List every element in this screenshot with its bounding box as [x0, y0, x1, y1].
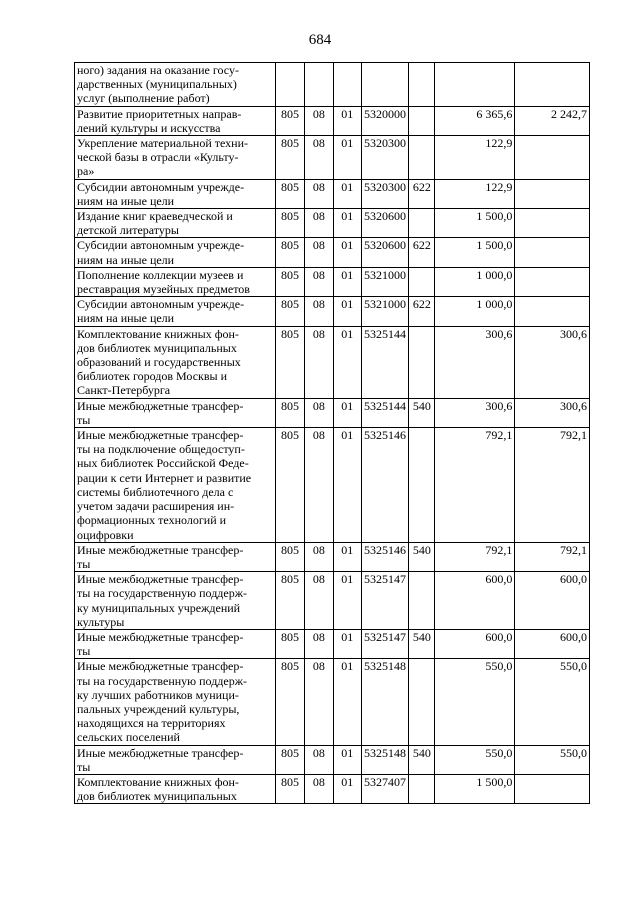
table-row — [75, 542, 590, 571]
target-item-code: 5321000 — [361, 297, 408, 326]
expense-type-code: 540 — [409, 745, 435, 774]
row-name: Иные межбюджетные трансфер- ты — [75, 398, 276, 427]
row-name: Пополнение коллекции музеев и реставрация музейных предметов — [75, 267, 276, 296]
amount-total: 6 365,6 — [435, 106, 515, 135]
amount-federal — [515, 297, 590, 326]
table-row — [75, 659, 590, 745]
expense-type-code — [409, 106, 435, 135]
row-name: Комплектование книжных фон- дов библиотек муниципальных образований и государственных библиотек городов Москвы и Санкт-Петербурга — [75, 326, 276, 398]
amount-total: 600,0 — [435, 572, 515, 630]
budget-table-body — [75, 63, 590, 804]
amount-federal: 300,6 — [515, 398, 590, 427]
target-item-code: 5325148 — [361, 745, 408, 774]
target-item-code: 5325148 — [361, 659, 408, 745]
row-name: Субсидии автономным учрежде- ниям на иные цели — [75, 297, 276, 326]
section-code: 08 — [305, 326, 333, 398]
amount-federal: 550,0 — [515, 745, 590, 774]
row-name: Иные межбюджетные трансфер- ты на подключение общедоступ- ных библиотек Российской Феде- рации к сети Интернет и развитие системы библиотечного дела с учетом задачи расширения ин- формационных технологий и оцифровки — [75, 428, 276, 543]
row-name: Иные межбюджетные трансфер- ты — [75, 542, 276, 571]
subsection-code: 01 — [333, 572, 361, 630]
target-item-code: 5325147 — [361, 629, 408, 658]
target-item-code: 5325144 — [361, 398, 408, 427]
amount-federal: 550,0 — [515, 659, 590, 745]
section-code: 08 — [305, 745, 333, 774]
expense-type-code — [409, 659, 435, 745]
row-name: ного) задания на оказание госу- дарственных (муниципальных) услуг (выполнение работ) — [75, 63, 276, 107]
target-item-code: 5320600 — [361, 238, 408, 267]
department-code: 805 — [275, 136, 304, 180]
department-code: 805 — [275, 398, 304, 427]
department-code: 805 — [275, 106, 304, 135]
amount-total: 550,0 — [435, 659, 515, 745]
subsection-code: 01 — [333, 428, 361, 543]
expense-type-code — [409, 326, 435, 398]
section-code: 08 — [305, 774, 333, 803]
department-code: 805 — [275, 774, 304, 803]
expense-type-code — [409, 209, 435, 238]
amount-federal — [515, 774, 590, 803]
department-code: 805 — [275, 542, 304, 571]
table-row — [75, 629, 590, 658]
subsection-code: 01 — [333, 398, 361, 427]
table-row — [75, 106, 590, 135]
table-row — [75, 238, 590, 267]
amount-total: 1 000,0 — [435, 297, 515, 326]
department-code — [275, 63, 304, 107]
amount-federal — [515, 209, 590, 238]
amount-total: 792,1 — [435, 428, 515, 543]
amount-federal: 600,0 — [515, 629, 590, 658]
target-item-code: 5325144 — [361, 326, 408, 398]
amount-federal: 792,1 — [515, 542, 590, 571]
row-name: Иные межбюджетные трансфер- ты — [75, 629, 276, 658]
section-code: 08 — [305, 428, 333, 543]
expense-type-code — [409, 63, 435, 107]
target-item-code: 5327407 — [361, 774, 408, 803]
expense-type-code — [409, 267, 435, 296]
department-code: 805 — [275, 209, 304, 238]
amount-total: 1 500,0 — [435, 774, 515, 803]
amount-total — [435, 63, 515, 107]
target-item-code: 5325147 — [361, 572, 408, 630]
department-code: 805 — [275, 267, 304, 296]
section-code: 08 — [305, 572, 333, 630]
row-name: Иные межбюджетные трансфер- ты на государственную поддерж- ку лучших работников муници- пальных учреждений культуры, находящихся на территориях сельских поселений — [75, 659, 276, 745]
table-row — [75, 179, 590, 208]
row-name: Субсидии автономным учрежде- ниям на иные цели — [75, 238, 276, 267]
amount-total: 300,6 — [435, 326, 515, 398]
department-code: 805 — [275, 179, 304, 208]
subsection-code: 01 — [333, 629, 361, 658]
table-row — [75, 774, 590, 803]
expense-type-code — [409, 572, 435, 630]
expense-type-code: 540 — [409, 542, 435, 571]
section-code: 08 — [305, 542, 333, 571]
table-row — [75, 136, 590, 180]
expense-type-code — [409, 136, 435, 180]
amount-total: 122,9 — [435, 179, 515, 208]
target-item-code: 5325146 — [361, 428, 408, 543]
row-name: Развитие приоритетных направ- лений культуры и искусства — [75, 106, 276, 135]
section-code: 08 — [305, 209, 333, 238]
section-code: 08 — [305, 297, 333, 326]
row-name: Иные межбюджетные трансфер- ты на государственную поддерж- ку муниципальных учреждений культуры — [75, 572, 276, 630]
section-code: 08 — [305, 659, 333, 745]
amount-federal: 600,0 — [515, 572, 590, 630]
row-name: Издание книг краеведческой и детской литературы — [75, 209, 276, 238]
expense-type-code: 540 — [409, 629, 435, 658]
budget-table — [74, 62, 590, 804]
table-row — [75, 209, 590, 238]
target-item-code: 5321000 — [361, 267, 408, 296]
subsection-code: 01 — [333, 267, 361, 296]
expense-type-code: 540 — [409, 398, 435, 427]
row-name: Субсидии автономным учрежде- ниям на иные цели — [75, 179, 276, 208]
table-row — [75, 745, 590, 774]
subsection-code: 01 — [333, 136, 361, 180]
subsection-code: 01 — [333, 209, 361, 238]
table-row — [75, 326, 590, 398]
section-code: 08 — [305, 398, 333, 427]
target-item-code: 5320300 — [361, 136, 408, 180]
department-code: 805 — [275, 572, 304, 630]
amount-federal — [515, 238, 590, 267]
subsection-code: 01 — [333, 774, 361, 803]
amount-federal — [515, 179, 590, 208]
amount-total: 550,0 — [435, 745, 515, 774]
subsection-code: 01 — [333, 106, 361, 135]
department-code: 805 — [275, 629, 304, 658]
row-name: Укрепление материальной техни- ческой базы в отрасли «Культу- ра» — [75, 136, 276, 180]
expense-type-code: 622 — [409, 238, 435, 267]
amount-total: 300,6 — [435, 398, 515, 427]
subsection-code: 01 — [333, 659, 361, 745]
department-code: 805 — [275, 326, 304, 398]
target-item-code — [361, 63, 408, 107]
subsection-code: 01 — [333, 745, 361, 774]
amount-federal — [515, 136, 590, 180]
table-row — [75, 267, 590, 296]
amount-federal: 2 242,7 — [515, 106, 590, 135]
amount-federal — [515, 267, 590, 296]
expense-type-code — [409, 774, 435, 803]
amount-total: 1 500,0 — [435, 238, 515, 267]
subsection-code: 01 — [333, 238, 361, 267]
subsection-code: 01 — [333, 542, 361, 571]
section-code: 08 — [305, 238, 333, 267]
target-item-code: 5320000 — [361, 106, 408, 135]
subsection-code: 01 — [333, 297, 361, 326]
section-code: 08 — [305, 179, 333, 208]
department-code: 805 — [275, 659, 304, 745]
table-row — [75, 572, 590, 630]
amount-total: 600,0 — [435, 629, 515, 658]
section-code: 08 — [305, 267, 333, 296]
expense-type-code — [409, 428, 435, 543]
section-code: 08 — [305, 629, 333, 658]
amount-federal: 792,1 — [515, 428, 590, 543]
subsection-code: 01 — [333, 326, 361, 398]
department-code: 805 — [275, 745, 304, 774]
department-code: 805 — [275, 297, 304, 326]
row-name: Иные межбюджетные трансфер- ты — [75, 745, 276, 774]
expense-type-code: 622 — [409, 179, 435, 208]
table-row — [75, 398, 590, 427]
section-code: 08 — [305, 106, 333, 135]
amount-total: 1 000,0 — [435, 267, 515, 296]
amount-total: 1 500,0 — [435, 209, 515, 238]
table-row — [75, 63, 590, 107]
amount-federal: 300,6 — [515, 326, 590, 398]
amount-federal — [515, 63, 590, 107]
subsection-code — [333, 63, 361, 107]
amount-total: 122,9 — [435, 136, 515, 180]
subsection-code: 01 — [333, 179, 361, 208]
amount-total: 792,1 — [435, 542, 515, 571]
department-code: 805 — [275, 238, 304, 267]
target-item-code: 5320300 — [361, 179, 408, 208]
page-number: 684 — [308, 32, 332, 48]
target-item-code: 5320600 — [361, 209, 408, 238]
section-code: 08 — [305, 136, 333, 180]
department-code: 805 — [275, 428, 304, 543]
expense-type-code: 622 — [409, 297, 435, 326]
table-row — [75, 428, 590, 543]
table-row — [75, 297, 590, 326]
section-code — [305, 63, 333, 107]
row-name: Комплектование книжных фон- дов библиотек муниципальных — [75, 774, 276, 803]
target-item-code: 5325146 — [361, 542, 408, 571]
